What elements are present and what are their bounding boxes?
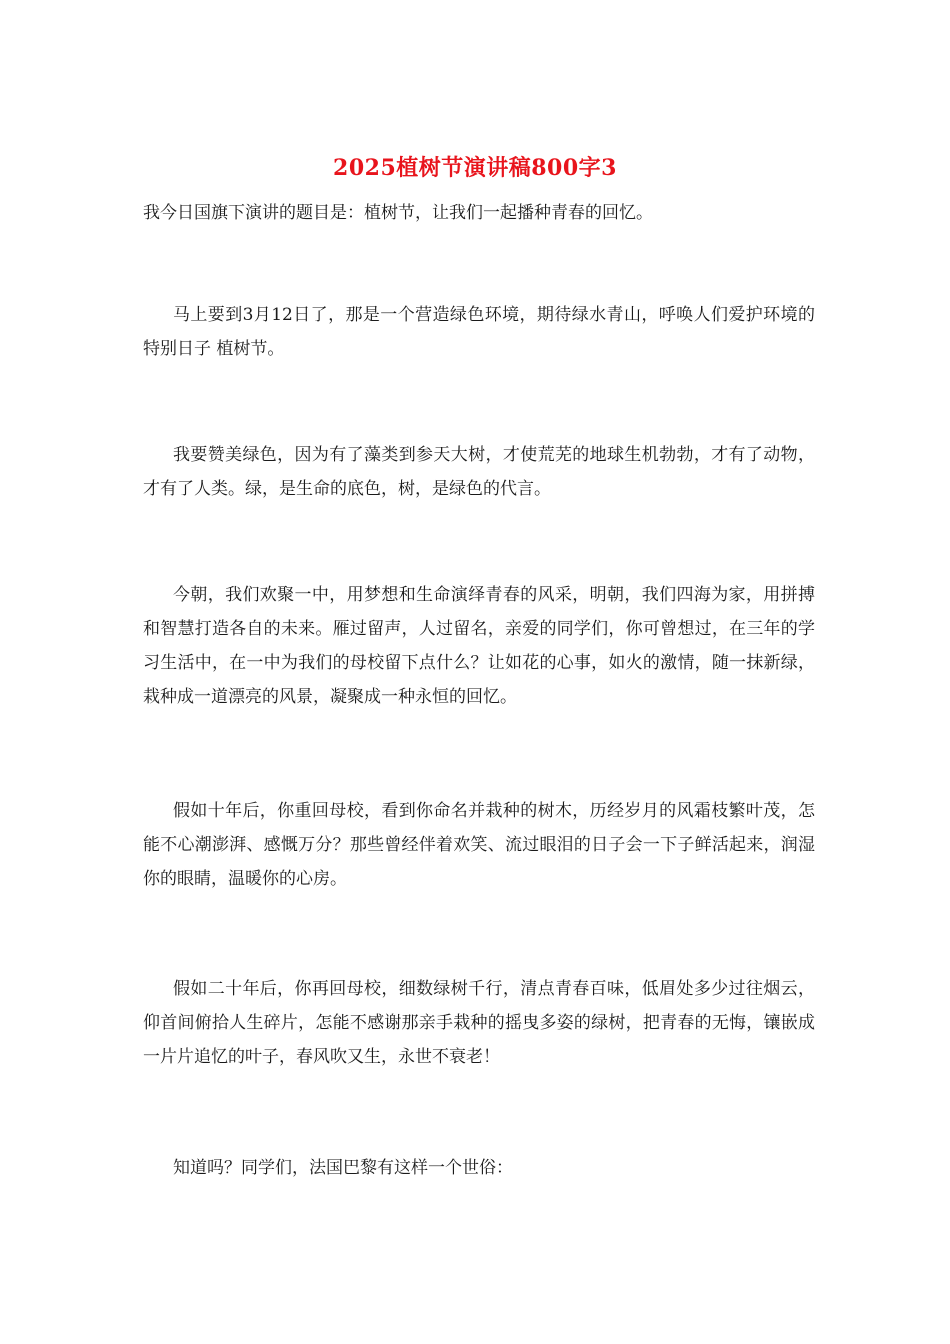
paragraph-paris-custom: 知道吗？同学们，法国巴黎有这样一个世俗： (173, 1158, 513, 1178)
paragraph-ten-years: 假如十年后，你重回母校，看到你命名并栽种的树木，历经岁月的风霜枝繁叶茂，怎能不心潮澎湃、感慨万分？那些曾经伴着欢笑、流过眼泪的日子会一下子鲜活起来，润湿你的眼睛，温暖你的心房。 (143, 801, 815, 889)
paragraph-intro: 我今日国旗下演讲的题目是：植树节，让我们一起播种青春的回忆。 (143, 203, 653, 223)
paragraph-today: 今朝，我们欢聚一中，用梦想和生命演绎青春的风采，明朝，我们四海为家，用拼搏和智慧打造各自的未来。雁过留声，人过留名，亲爱的同学们，你可曾想过，在三年的学习生活中，在一中为我们的母校留下点什么？让如花的心事，如火的激情，随一抹新绿，栽种成一道漂亮的风景，凝聚成一种永恒的回忆。 (143, 585, 815, 707)
document-title: 2025植树节演讲稿800字3 (333, 155, 617, 181)
paragraph-praise-green: 我要赞美绿色，因为有了藻类到参天大树，才使荒芜的地球生机勃勃，才有了动物，才有了人类。绿，是生命的底色，树，是绿色的代言。 (143, 445, 815, 499)
paragraph-arbor-day: 马上要到3月12日了，那是一个营造绿色环境，期待绿水青山，呼唤人们爱护环境的特别日子 植树节。 (143, 305, 815, 359)
paragraph-twenty-years: 假如二十年后，你再回母校，细数绿树千行，清点青春百味，低眉处多少过往烟云，仰首间俯拾人生碎片，怎能不感谢那亲手栽种的摇曳多姿的绿树，把青春的无悔，镶嵌成一片片追忆的叶子，春风吹又生，永世不衰老！ (143, 979, 815, 1067)
